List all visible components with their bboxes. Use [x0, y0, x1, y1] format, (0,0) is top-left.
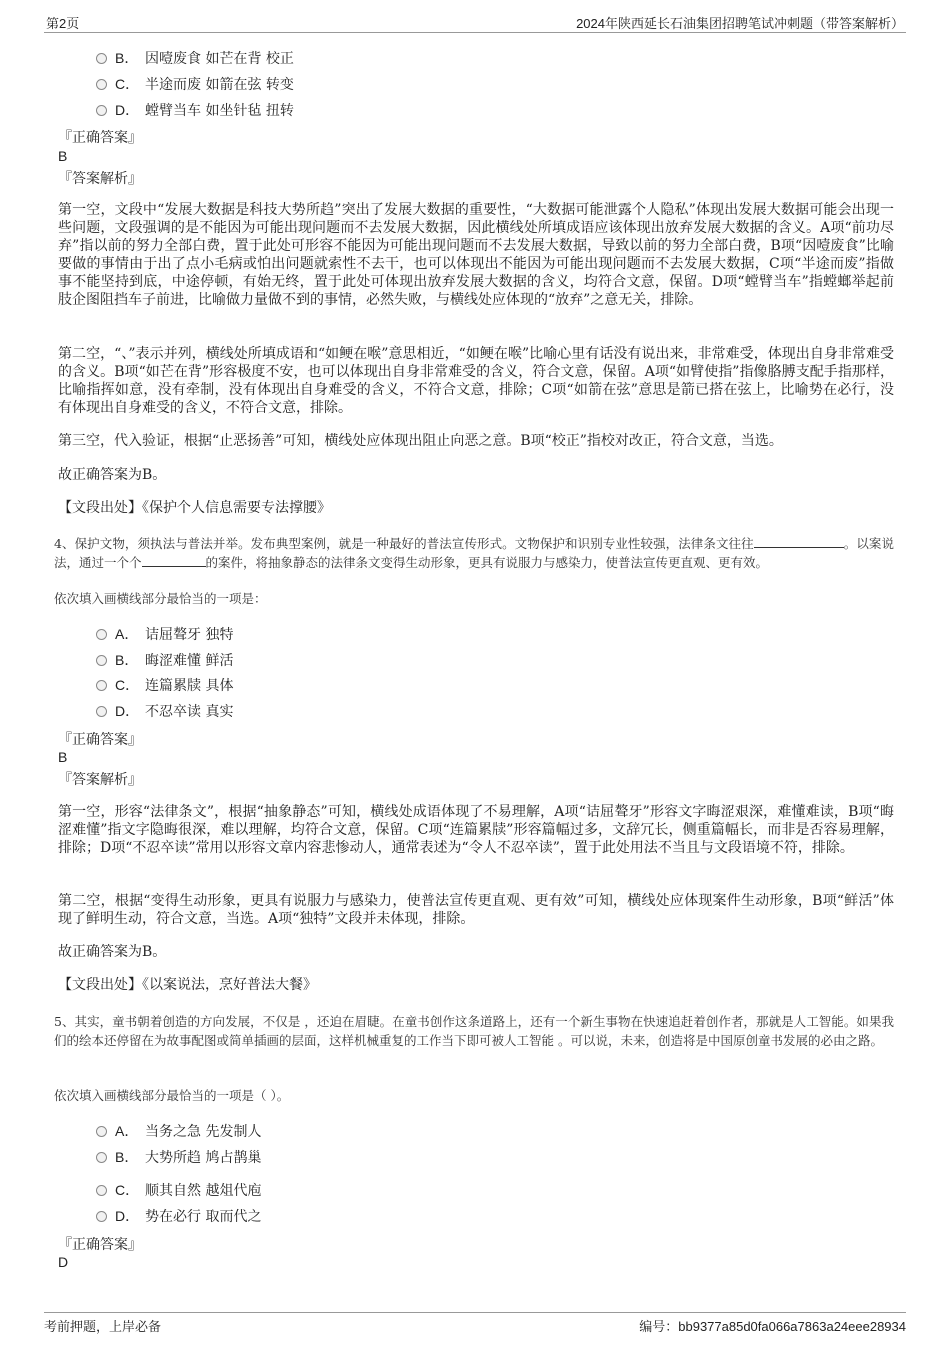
radio-icon[interactable]	[96, 655, 107, 666]
document-code: 编号：bb9377a85d0fa066a7863a24eee28934	[639, 1319, 906, 1334]
page-header	[44, 10, 906, 33]
q5-answer: D	[58, 1254, 69, 1270]
q3-answer: B	[58, 148, 68, 164]
radio-icon[interactable]	[96, 1126, 107, 1137]
q4-stem: 4、保护文物，须执法与普法并举。发布典型案例，就是一种最好的普法宣传形式。文物保护和识别专业性较强，法律条文往往 。以案说法，通过一个个 的案件，将抽象静态的法律条文变得生动形象，更具有说服力与感染力，使普法宣传更直观、更有效。	[54, 536, 894, 570]
radio-icon[interactable]	[96, 79, 107, 90]
blank-2	[142, 554, 206, 567]
q5-option-a[interactable]: A． 当务之急 先发制人	[96, 1121, 261, 1141]
q3-analysis-p3: 第三空，代入验证，根据“止恶扬善”可知，横线处应体现出阻止向恶之意。B项“校正”指校对改正，符合文意，当选。	[58, 433, 783, 449]
q4-option-c[interactable]: C． 连篇累牍 具体	[96, 675, 233, 695]
q4-analysis-label: 『答案解析』	[58, 772, 142, 788]
radio-icon[interactable]	[96, 1185, 107, 1196]
q4-conclusion: 故正确答案为B。	[58, 944, 167, 960]
blank-1	[754, 535, 844, 548]
q5-stem: 5、其实，童书朝着创造的方向发展，不仅是 ，还迫在眉睫。在童书创作这条道路上，还有一个新生事物在快速追赶着创作者，那就是人工智能。如果我们的绘本还停留在为故事配图或简单插画的层面，这样机械重复的工作当下即可被人工智能 。可以说，未来，创造将是中国原创童书发展的必由之路。	[54, 1014, 894, 1048]
q4-option-a[interactable]: A． 诘屈聱牙 独特	[96, 624, 233, 644]
q3-option-c[interactable]: C． 半途而废 如箭在弦 转变	[96, 74, 294, 94]
radio-icon[interactable]	[96, 680, 107, 691]
q5-answer-label: 『正确答案』	[58, 1237, 142, 1253]
q3-option-d[interactable]: D． 螳臂当车 如坐针毡 扭转	[96, 100, 294, 120]
page-number: 第2页	[46, 16, 80, 31]
q5-option-b[interactable]: B． 大势所趋 鸠占鹊巢	[96, 1147, 261, 1167]
radio-icon[interactable]	[96, 1211, 107, 1222]
footer-slogan: 考前押题，上岸必备	[44, 1320, 162, 1335]
page-footer	[44, 1312, 906, 1335]
q3-analysis-p2: 第二空，“、”表示并列，横线处所填成语和“如鲠在喉”意思相近，“如鲠在喉”比喻心里有话没有说出来，非常难受，体现出自身非常难受的含义。B项“如芒在背”形容极度不安，也可以体现出自身非常难受的含义，符合文意，保留。A项“如臂使指”指像胳膊支配手指那样，比喻指挥如意，没有牵制，没有体现出自身难受的含义，不符合文意，排除；C项“如箭在弦”意思是箭已搭在弦上，比喻势在必行，没有体现出自身难受的含义，不符合文意，排除。	[58, 346, 894, 416]
q4-analysis-p2: 第二空，根据“变得生动形象，更具有说服力与感染力，使普法宣传更直观、更有效”可知，横线处应体现案件生动形象，B项“鲜活”体现了鲜明生动，符合文意，当选。A项“独特”文段并未体现，排除。	[58, 893, 894, 927]
radio-icon[interactable]	[96, 53, 107, 64]
q3-analysis-p1: 第一空，文段中“发展大数据是科技大势所趋”突出了发展大数据的重要性，“大数据可能泄露个人隐私”体现出发展大数据可能会出现一些问题，文段强调的是不能因为可能出现问题而不去发展大数据，因此横线处所填成语应该体现出放弃发展大数据的含义。A项“前功尽弃”指以前的努力全部白费，置于此处可形容不能因为可能出现问题而不去发展大数据，导致以前的努力全部白费，B项“因噎废食”比喻要做的事情由于出了点小毛病或怕出问题就索性不去干，也可以体现出不能因为可能出现问题而不去发展大数据，C项“半途而废”指做事不能坚持到底，中途停顿，有始无终，置于此处可体现出放弃发展大数据的含义，均符合文意，保留。D项“螳臂当车”指螳螂举起前肢企图阻挡车子前进，比喻做力量做不到的事情，必然失败，与横线处应体现的“放弃”之意无关，排除。	[58, 202, 894, 308]
q3-conclusion: 故正确答案为B。	[58, 467, 167, 483]
q3-analysis-label: 『答案解析』	[58, 171, 142, 187]
q5-prompt: 依次填入画横线部分最恰当的一项是（ ）。	[54, 1088, 290, 1103]
document-title: 2024年陕西延长石油集团招聘笔试冲刺题（带答案解析）	[576, 16, 904, 31]
radio-icon[interactable]	[96, 706, 107, 717]
q3-option-b[interactable]: B． 因噎废食 如芒在背 校正	[96, 48, 294, 68]
q5-option-d[interactable]: D． 势在必行 取而代之	[96, 1206, 261, 1226]
q3-answer-label: 『正确答案』	[58, 130, 142, 146]
radio-icon[interactable]	[96, 105, 107, 116]
q4-source: 【文段出处】《以案说法，烹好普法大餐》	[58, 977, 317, 993]
q3-source: 【文段出处】《保护个人信息需要专法撑腰》	[58, 500, 331, 516]
q4-option-b[interactable]: B． 晦涩难懂 鲜活	[96, 650, 233, 670]
q4-option-d[interactable]: D． 不忍卒读 真实	[96, 701, 233, 721]
q4-answer: B	[58, 749, 68, 765]
radio-icon[interactable]	[96, 1152, 107, 1163]
q5-option-c[interactable]: C． 顺其自然 越俎代庖	[96, 1180, 261, 1200]
q4-answer-label: 『正确答案』	[58, 732, 142, 748]
radio-icon[interactable]	[96, 629, 107, 640]
q4-prompt: 依次填入画横线部分最恰当的一项是：	[54, 591, 267, 606]
q4-analysis-p1: 第一空，形容“法律条文”，根据“抽象静态”可知，横线处成语体现了不易理解，A项“诘屈聱牙”形容文字晦涩艰深，难懂难读，B项“晦涩难懂”指文字隐晦很深，难以理解，均符合文意，保留。C项“连篇累牍”形容篇幅过多，文辞冗长，侧重篇幅长，而非是否容易理解，排除；D项“不忍卒读”常用以形容文章内容悲惨动人，通常表述为“令人不忍卒读”，置于此处用法不当且与文段语境不符，排除。	[58, 804, 894, 856]
